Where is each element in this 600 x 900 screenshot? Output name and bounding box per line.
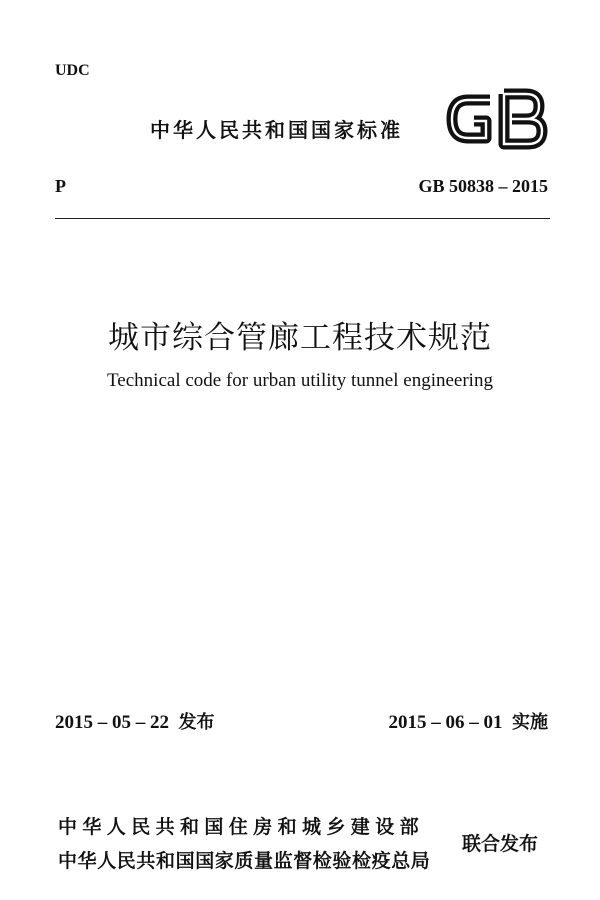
header-divider <box>55 218 550 219</box>
publish-label: 发布 <box>178 712 215 733</box>
title-chinese: 城市综合管廊工程技术规范 <box>108 320 492 356</box>
publish-date: 2015 – 05 – 22 <box>55 712 169 733</box>
issuer-aqsiq: 中华人民共和国国家质量监督检验检疫总局 <box>58 850 431 872</box>
issuer-mohurd: 中华人民共和国住房和城乡建设部 <box>58 816 425 838</box>
title-english: Technical code for urban utility tunnel engineering <box>107 370 493 391</box>
standard-code: GB 50838 – 2015 <box>418 176 548 196</box>
gb-logo <box>442 84 552 154</box>
classification-code: P <box>55 176 66 196</box>
implement-date: 2015 – 06 – 01 <box>388 712 503 733</box>
udc-label: UDC <box>55 62 90 79</box>
joint-issue-label: 联合发布 <box>462 833 539 855</box>
standard-type-heading: 中华人民共和国国家标准 <box>150 118 403 142</box>
implement-date-line <box>389 708 549 734</box>
implement-label: 实施 <box>512 712 548 733</box>
publish-date-line <box>55 708 215 734</box>
